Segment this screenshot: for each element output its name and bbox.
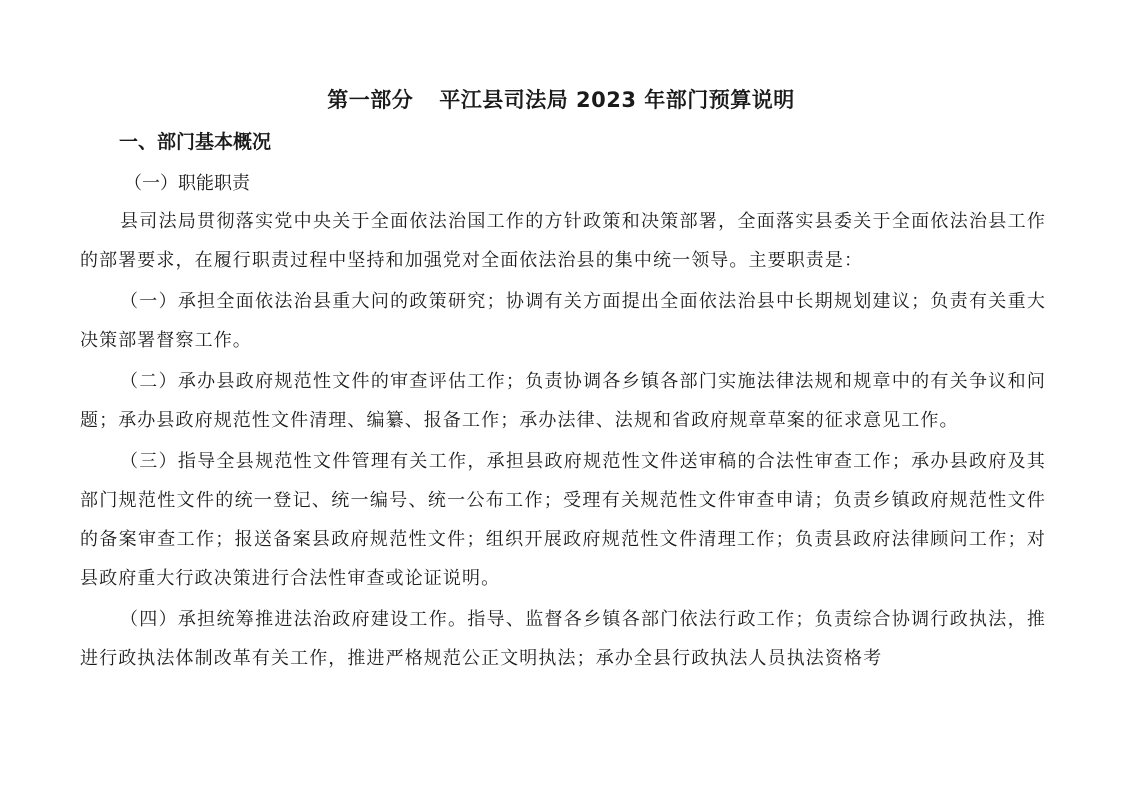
paragraph-duty-2: （二）承办县政府规范性文件的审查评估工作；负责协调各乡镇各部门实施法律法规和规章中的有关争议和问题；承办县政府规范性文件清理、编纂、报备工作；承办法律、法规和省政府规章草案的征求意见工作。 bbox=[80, 371, 1046, 431]
sub-heading: （一）职能职责 bbox=[124, 173, 250, 194]
section-heading: 一、部门基本概况 bbox=[119, 131, 272, 153]
document-body bbox=[80, 202, 1046, 680]
paragraph-intro: 县司法局贯彻落实党中央关于全面依法治国工作的方针政策和决策部署，全面落实县委关于全面依法治县工作的部署要求，在履行职责过程中坚持和加强党对全面依法治县的集中统一领导。主要职责是： bbox=[80, 211, 1046, 271]
title-part: 第一部分 bbox=[327, 88, 414, 112]
title-main: 平江县司法局 2023 年部门预算说明 bbox=[439, 88, 795, 112]
paragraph-duty-1: （一）承担全面依法治县重大问的政策研究；协调有关方面提出全面依法治县中长期规划建议；负责有关重大决策部署督察工作。 bbox=[80, 291, 1046, 351]
paragraph-duty-3: （三）指导全县规范性文件管理有关工作，承担县政府规范性文件送审稿的合法性审查工作；承办县政府及其部门规范性文件的统一登记、统一编号、统一公布工作；受理有关规范性文件审查申请；负责乡镇政府规范性文件的备案审查工作；报送备案县政府规范性文件；组织开展政府规范性文件清理工作；负责县政府法律顾问工作；对县政府重大行政决策进行合法性审查或论证说明。 bbox=[80, 451, 1046, 589]
page-title bbox=[0, 84, 1122, 114]
paragraph-duty-4: （四）承担统筹推进法治政府建设工作。指导、监督各乡镇各部门依法行政工作；负责综合协调行政执法，推进行政执法体制改革有关工作，推进严格规范公正文明执法；承办全县行政执法人员执法资格考 bbox=[80, 609, 1046, 669]
